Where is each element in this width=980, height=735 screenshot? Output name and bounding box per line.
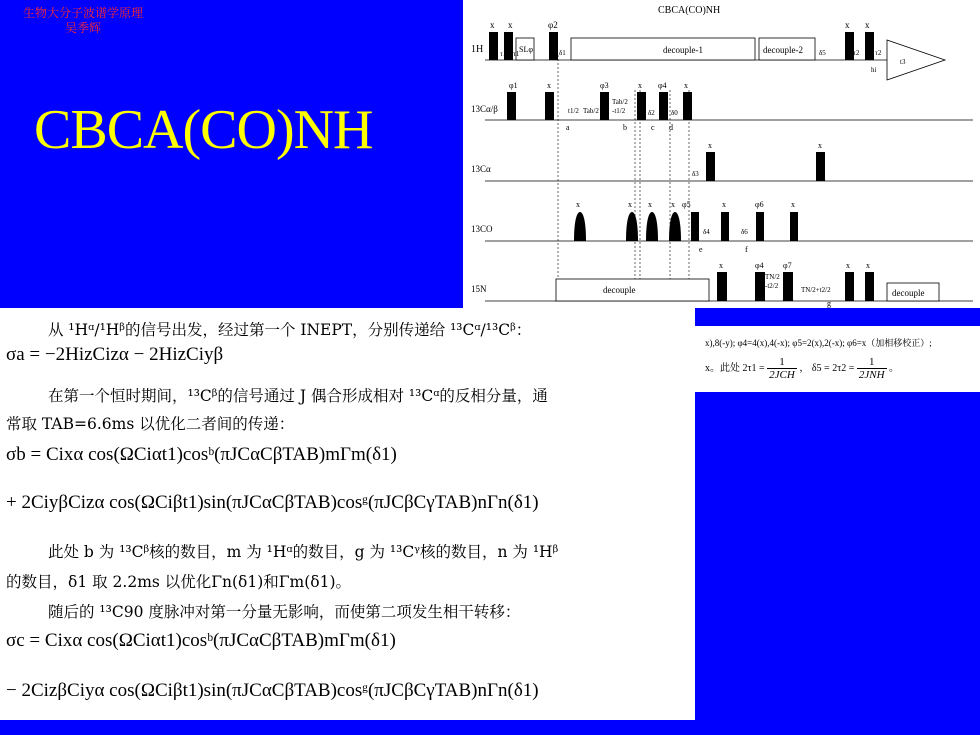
co-channel [574,200,798,254]
tau1-expression: 2τ1 = [742,362,765,374]
channel-label-h: 1H [471,44,484,55]
cab-d2-label: δ2 [648,109,655,117]
co-pulse-3 [756,212,764,241]
co-phase-phi6: φ6 [755,200,764,209]
fraction-jnh-num: 1 [857,356,887,369]
h-acquisition-icon [887,40,945,80]
fraction-jnh [857,356,887,381]
equation-sigma-b-second-term: + 2CiyβCizα cos(ΩCiβt1)sin(πJCαCβTAB)cosᵍ(πJCβCγTAB)nΓn(δ1) [6,492,539,513]
fraction-jch [767,356,797,381]
cab-t1b-label: -t1/2 [612,107,626,115]
fraction-jnh-den: 2JNH [858,369,885,381]
h-hi-label: hi [871,66,877,74]
cab-d0-label: δ0 [671,109,678,117]
course-title [8,6,158,36]
h-phase-x1: x [490,20,495,30]
equation-sigma-a: σa = −2HizCizα − 2HizCiyβ [6,344,224,365]
co-phase-x5: x [722,200,726,209]
fraction-jch-num: 1 [767,356,797,369]
course-name: 生物大分子波谱学原理 [22,6,143,20]
co-point-e: e [699,245,703,254]
n-phase-x2: x [846,261,850,270]
h-pulse-5 [865,32,874,60]
paragraph-definitions-2: 的数目，δ1 取 2.2ms 以优化Γn(δ1)和Γm(δ1)。 [6,573,352,591]
author-name: 吴季辉 [64,21,101,35]
h-tau2-label: τ2 [853,49,860,57]
ca-pulse-1 [706,152,715,181]
delay-note-sep: ， [799,362,810,374]
cab-phase-x: x [547,81,551,90]
tau2-expression: δ5 = 2τ2 = [811,362,855,374]
h-phase-x2: x [508,20,513,30]
ca-channel [692,141,825,181]
co-pulse-1 [691,212,699,241]
ca-phase-x2: x [818,141,822,150]
cab-phase-phi1: φ1 [509,81,518,90]
n-phase-phi7: φ7 [783,261,792,270]
n-pulse-3 [783,272,793,301]
cab-pulse-4 [637,92,646,120]
co-d6-label: δ6 [741,228,748,236]
cab-phase-phi4: φ4 [658,81,667,90]
cab-tab-label: Tab/2 [583,107,599,115]
paragraph-constant-time-2: 常取 TAB=6.6ms 以优化二者间的传递： [6,415,295,433]
h-phase-x4: x [865,20,870,30]
cab-tab2-label: Tab/2 [612,98,628,106]
paragraph-definitions-1: 此处 b 为 ¹³Cᵝ核的数目，m 为 ¹Hᵅ的数目，g 为 ¹³Cᵞ核的数目，n 为 ¹Hᵝ [48,543,559,561]
h-decouple-1-label: decouple-1 [663,45,703,55]
n-decouple-a-label: decouple [603,285,636,295]
co-shaped-pulse-1 [574,212,586,241]
channel-label-cab: 13Cα/β [471,104,498,114]
co-phase-x6: x [791,200,795,209]
channel-label-ca: 13Cα [471,164,491,174]
n-phase-x3: x [866,261,870,270]
n-phase-phi4: φ4 [755,261,764,270]
fraction-jch-den: 2JCH [769,369,795,381]
co-phase-phi5: φ5 [682,200,691,209]
cab-point-b: b [623,123,627,132]
channel-label-co: 13CO [471,224,493,234]
n-decouple-b-label: decouple [892,288,925,298]
n-tn2-label: TN/2+t2/2 [801,286,831,294]
pulse-sequence-svg [463,0,980,308]
cab-point-a: a [566,123,570,132]
co-phase-x1: x [576,200,580,209]
ca-pulse-2 [816,152,825,181]
h-t3-label: t3 [900,58,906,66]
co-phase-x4: x [671,200,675,209]
slide-title: CBCA(CO)NH [34,99,373,161]
co-phase-x3: x [648,200,652,209]
h-tau1b-label: τ1 [513,50,520,58]
h-pulse-1 [489,32,498,60]
n-pulse-4 [845,272,854,301]
delay-definition-note [705,356,899,381]
cab-point-d: d [669,123,673,132]
timing-lines [558,55,689,300]
n-t2-label: -t2/2 [765,282,779,290]
equation-sigma-c: σc = Cixα cos(ΩCiαt1)cosᵇ(πJCαCβTAB)mΓm(δ1) [6,630,396,651]
channel-label-n: 15N [471,284,487,294]
n-phase-x1: x [719,261,723,270]
explanation-text [0,308,695,720]
delay-note-prefix: x。此处 [705,362,740,374]
cab-phase-x2: x [638,81,642,90]
equation-sigma-c-second-term: − 2CizβCiyα cos(ΩCiβt1)sin(πJCαCβTAB)cosᵍ(πJCβCγTAB)nΓn(δ1) [6,680,539,701]
pulse-sequence-diagram [463,0,980,308]
h-tau2b-label: τ2 [875,49,882,57]
n-pulse-5 [865,272,874,301]
h-tau1-label: τ1 [500,50,507,58]
h-d5-label: δ5 [819,49,826,57]
h-phase-x3: x [845,20,850,30]
paragraph-constant-time-1: 在第一个恒时期间，¹³Cᵝ的信号通过 J 偶合形成相对 ¹³Cᵅ的反相分量，通 [48,387,548,405]
h-phase-phi2: φ2 [548,20,558,30]
co-shaped-pulse-2 [626,212,638,241]
h-pulse-3 [549,32,558,60]
cab-phase-phi3: φ3 [600,81,609,90]
cab-pulse-6 [683,92,692,120]
sequence-notes [695,326,980,392]
h-d1-label: δ1 [559,49,566,57]
paragraph-90-pulse: 随后的 ¹³C90 度脉冲对第一分量无影响，而使第二项发生相干转移： [48,603,521,621]
n-point-g: g [827,299,831,308]
cab-pulse-3 [600,92,609,120]
co-shaped-pulse-4 [669,212,681,241]
sequence-title: CBCA(CO)NH [658,5,721,16]
phase-cycle-note: x),8(-y); φ4=4(x),4(-x); φ5=2(x),2(-x); φ6=x（加相移校正）; [705,338,932,348]
co-phase-x2: x [628,200,632,209]
co-pulse-2 [721,212,729,241]
cab-channel [507,81,692,132]
cab-point-c: c [651,123,655,132]
co-pulse-4 [790,212,798,241]
cab-pulse-2 [545,92,554,120]
co-point-f: f [745,245,748,254]
co-d4-label: δ4 [703,228,710,236]
equation-sigma-b: σb = Cixα cos(ΩCiαt1)cosᵇ(πJCαCβTAB)mΓm(δ1) [6,444,397,465]
h-decouple-2-label: decouple-2 [763,45,803,55]
cab-phase-x3: x [684,81,688,90]
cab-t1a-label: t1/2 [568,107,579,115]
ca-phase-x1: x [708,141,712,150]
co-shaped-pulse-3 [646,212,658,241]
n-pulse-2 [755,272,765,301]
cab-pulse-1 [507,92,516,120]
n-tn-label: TN/2 [765,273,780,281]
h-channel [489,20,945,80]
n-pulse-1 [717,272,727,301]
ca-d3-label: δ3 [692,170,699,178]
paragraph-inept: 从 ¹Hᵅ/¹Hᵝ的信号出发，经过第一个 INEPT，分别传递给 ¹³Cᵅ/¹³Cᵝ： [48,321,532,339]
cab-pulse-5 [659,92,668,120]
delay-note-end: 。 [889,362,900,374]
h-sl-label: SLφ [519,45,533,54]
